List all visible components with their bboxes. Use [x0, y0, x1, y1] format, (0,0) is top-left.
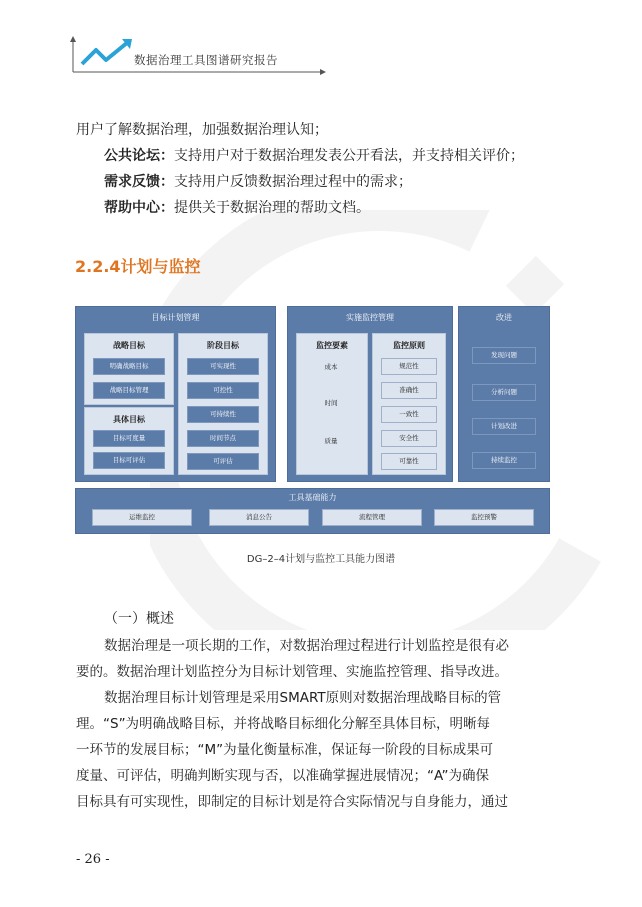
group-title: 监控原则 [393, 341, 425, 350]
body-line: 目标具有可实现性，即制定的目标计划是符合实际情况与自身能力，通过 [76, 794, 508, 810]
cell: 计划改进 [472, 418, 536, 435]
cell: 可实现性 [187, 358, 259, 375]
cell: 时间 [305, 396, 357, 411]
group-stage-goal [178, 333, 268, 475]
cell: 安全性 [381, 430, 437, 447]
intro-item-forum: 公共论坛：支持用户对于数据治理发表公开看法，并支持相关评价； [104, 148, 524, 164]
panel-title: 实施监控管理 [346, 313, 394, 322]
page-number: - 26 - [76, 852, 110, 867]
body-line: 度量、可评估，明确判断实现与否，以准确掌握进展情况；“A”为确保 [76, 768, 490, 784]
group-monitor-principles [372, 333, 446, 475]
cell: 可控性 [187, 382, 259, 399]
panel-tool-foundation [75, 488, 550, 534]
panel-title: 工具基础能力 [288, 493, 337, 502]
group-specific-goal [84, 407, 174, 475]
cell: 时间节点 [187, 430, 259, 447]
cell: 流程管理 [322, 509, 422, 526]
panel-title: 目标计划管理 [151, 313, 200, 322]
cell: 一致性 [381, 406, 437, 423]
subheading-overview: （一）概述 [104, 611, 174, 627]
cell: 发现问题 [472, 347, 536, 364]
cell: 可持续性 [187, 406, 259, 423]
body-line: 要的。数据治理计划监控分为目标计划管理、实施监控管理、指导改进。 [76, 664, 508, 680]
panel-improvement [458, 306, 550, 482]
group-title: 具体目标 [113, 415, 145, 424]
cell: 可靠性 [381, 453, 437, 470]
body-line: 数据治理是一项长期的工作，对数据治理过程进行计划监控是很有必 [104, 638, 509, 654]
cell: 战略目标管理 [93, 382, 165, 399]
group-title: 阶段目标 [207, 341, 239, 350]
cell: 消息公告 [209, 509, 309, 526]
cell: 分析问题 [472, 384, 536, 401]
intro-item-help: 帮助中心：提供关于数据治理的帮助文档。 [104, 200, 370, 216]
cell: 明确战略目标 [93, 358, 165, 375]
cell: 质量 [305, 434, 357, 449]
group-strategic-goal [84, 333, 174, 405]
section-title: 2.2.4计划与监控 [75, 257, 201, 276]
group-title: 战略目标 [113, 341, 145, 350]
cell: 规范性 [381, 358, 437, 375]
cell: 准确性 [381, 382, 437, 399]
page-header [70, 36, 330, 76]
body-line: 一环节的发展目标；“M”为量化衡量标准，保证每一阶段的目标成果可 [76, 742, 494, 758]
cell: 目标可度量 [93, 430, 165, 447]
capability-diagram [75, 306, 550, 534]
cell: 持续监控 [472, 452, 536, 469]
intro-item-feedback: 需求反馈：支持用户反馈数据治理过程中的需求； [104, 174, 412, 190]
body-line: 数据治理目标计划管理是采用SMART原则对数据治理战略目标的管 [104, 690, 502, 706]
cell: 运维监控 [92, 509, 192, 526]
header-title: 数据治理工具图谱研究报告 [134, 53, 278, 67]
cell: 可评估 [187, 453, 259, 470]
cell: 监控预警 [434, 509, 534, 526]
panel-implementation-monitoring [287, 306, 453, 482]
body-line: 理。“S”为明确战略目标，并将战略目标细化分解至具体目标，明晰每 [76, 716, 491, 732]
group-title: 监控要素 [316, 341, 348, 350]
group-monitor-elements [296, 333, 368, 475]
intro-line: 用户了解数据治理，加强数据治理认知； [76, 122, 328, 138]
panel-target-plan [75, 306, 276, 482]
cell: 目标可评估 [93, 452, 165, 469]
panel-title: 改进 [496, 313, 512, 322]
figure-caption: DG–2–4计划与监控工具能力图谱 [246, 554, 396, 565]
cell: 成本 [305, 360, 357, 375]
